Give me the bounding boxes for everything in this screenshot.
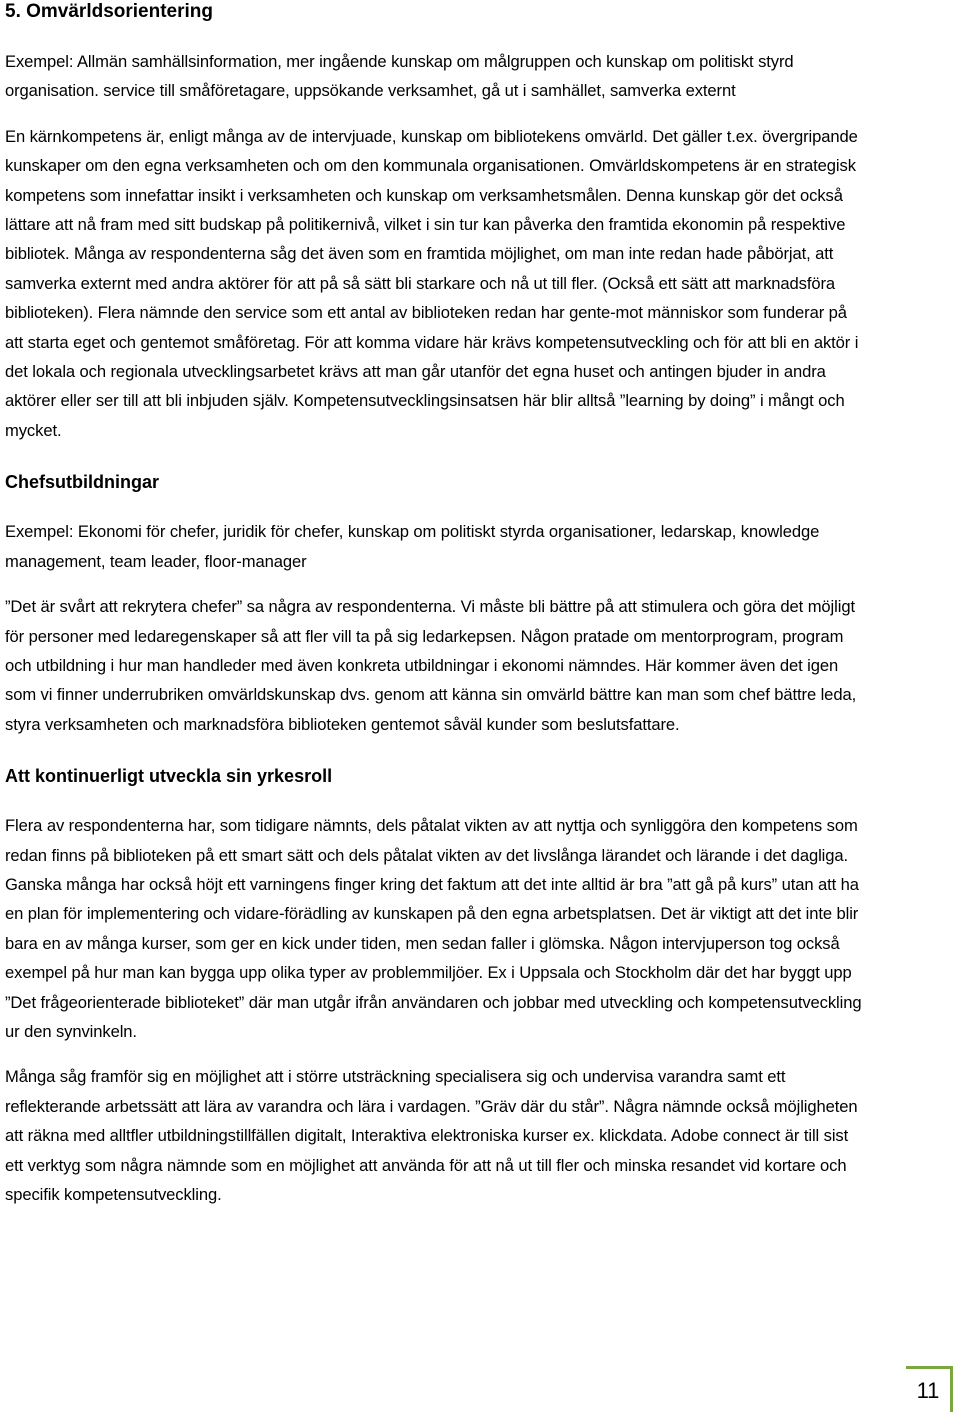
section-heading-omvarldsorientering: 5. Omvärldsorientering: [5, 1, 214, 22]
example-label: Exempel:: [5, 52, 74, 71]
example-label: Exempel: [5, 522, 69, 542]
example-text: Allmän samhällsinformation, mer ingående kunskap om målgruppen och kunskap om politiskt styrd organisation. service till småföretagare, uppsökande verksamhet, gå ut i samhället, samverka externt: [5, 52, 794, 101]
section-heading-yrkesroll: Att kontinuerligt utveckla sin yrkesroll: [5, 766, 333, 787]
body-paragraph: ”Det är svårt att rekrytera chefer” sa några av respondenterna. Vi måste bli bättre på att stimulera och göra det möjligt för personer med ledaregenskaper så att fler vill ta på sig ledarkepsen. Någon pratade om mentorprogram, program och utbildning i hur man handleder med även konkreta utbildningar i ekonomi nämndes. Här kommer även det igen som vi finner underrubriken omvärldskunskap dvs. genom att känna sin omvärld bättre kan man som chef bättre leda, styra verksamheten och marknadsföra biblioteken gentemot såväl kunder som beslutsfattare.: [5, 597, 857, 734]
body-paragraph: En kärnkompetens är, enligt många av de intervjuade, kunskap om bibliotekens omvärld. Det gäller t.ex. övergripande kunskaper om den egna verksamheten och om den kommunala organisationen. Omvärldskompetens är en strategisk kompetens som innefattar insikt i verksamheten och kunskap om verksamhetsmålen. Denna kunskap gör det också lättare att nå fram med sitt budskap på politikernivå, vilket i sin tur kan påverka den framtida ekonomin på respektive bibliotek. Många av respondenterna såg det även som en framtida möjlighet, om man inte redan hade påbörjat, att samverka externt med andra aktörer för att på så sätt bli starkare och nå ut till fler. (Också ett sätt att marknadsföra biblioteken). Flera nämnde den service som ett antal av biblioteken redan har gente-mot människor som funderar på att starta eget och gentemot småföretag. För att komma vidare här krävs kompetensutveckling och för att bli en aktör i det lokala och regionala utvecklingsarbetet krävs att man går utanför det egna huset och antingen bjuder in andra aktörer eller ser till att bli inbjuden själv. Kompetensutvecklingsinsatsen här blir alltså ”learning by doing” i mångt och mycket.: [5, 126, 859, 440]
page-number: 11: [906, 1366, 953, 1412]
example-text: : Ekonomi för chefer, juridik för chefer, kunskap om politiskt styrda organisationer, ledarskap, knowledge management, team leader, floor-manager: [5, 522, 820, 571]
body-paragraph: Flera av respondenterna har, som tidigare nämnts, dels påtalat vikten av att nyttja och synliggöra den kompetens som redan finns på biblioteken på ett smart sätt och dels påtalat vikten av det livslånga lärandet och lärande i det dagliga. Ganska många har också höjt ett varningens finger kring det faktum att det inte alltid är bra ”att gå på kurs” utan att ha en plan för implementering och vidare-förädling av kunskapen på den egna arbetsplatsen. Det är viktigt att det inte blir bara en av många kurser, som ger en kick under tiden, men sedan faller i glömska. Någon intervjuperson tog också exempel på hur man kan bygga upp olika typer av problemmiljöer. Ex i Uppsala och Stockholm där det har byggt upp ”Det frågeorienterade biblioteket” där man utgår ifrån användaren och jobbar med utveckling och kompetensutveckling ur den synvinkeln.: [5, 816, 862, 1041]
example-paragraph: [5, 47, 867, 106]
document-page: [5, 0, 867, 1209]
section-heading-chefsutbildningar: Chefsutbildningar: [5, 472, 159, 493]
example-paragraph: [5, 517, 867, 576]
body-paragraph: Många såg framför sig en möjlighet att i större utsträckning specialisera sig och undervisa varandra samt ett reflekterande arbetssätt att lära av varandra och lära i vardagen. ”Gräv där du står”. Några nämnde också möjligheten att räkna med alltfler utbildningstillfällen digitalt, Interaktiva elektroniska kurser ex. klickdata. Adobe connect är till sist ett verktyg som några nämnde som en möjlighet att använda för att nå ut till fler och minska resandet vid kortare och specifik kompetensutveckling.: [5, 1067, 858, 1204]
